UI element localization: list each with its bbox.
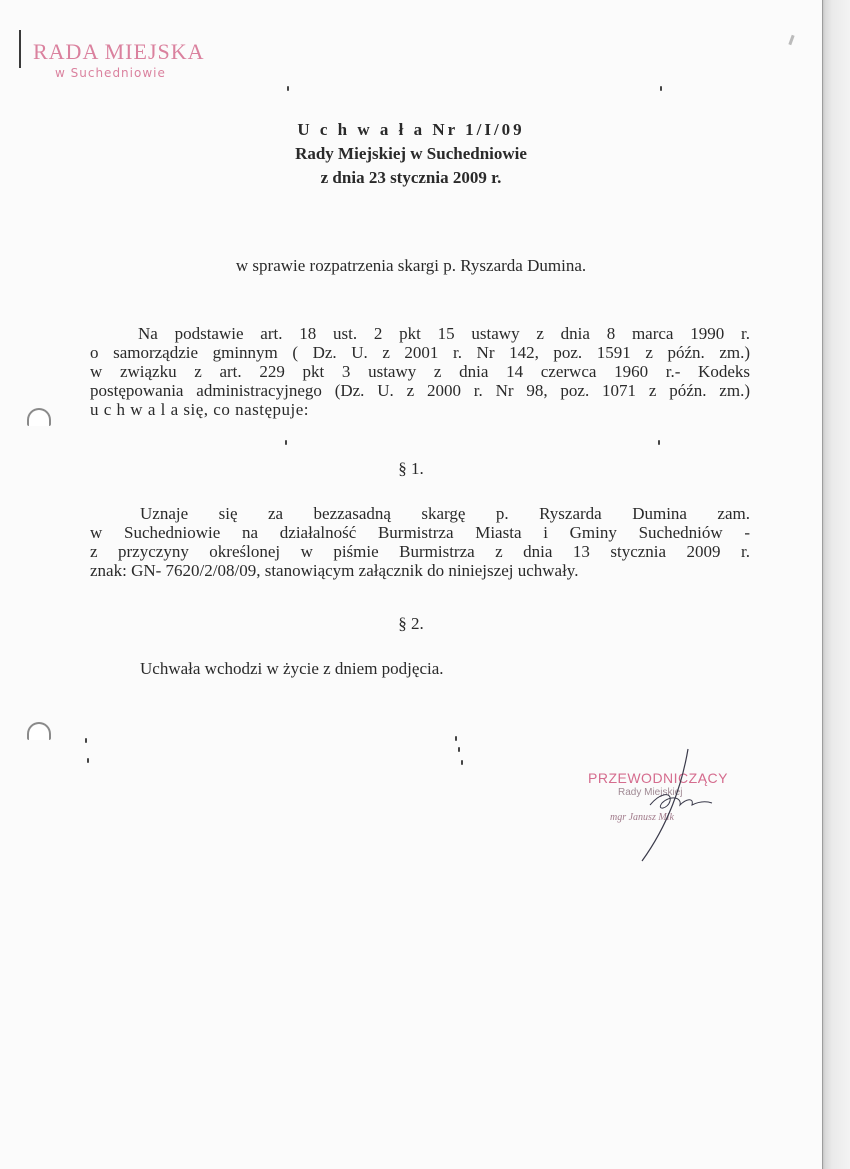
resolution-title (0, 118, 822, 190)
scan-dot (660, 86, 662, 91)
council-stamp-line2: w Suchedniowie (55, 66, 166, 80)
section-1-body (90, 504, 750, 580)
preamble-line: u c h w a l a się, co następuje: (90, 400, 309, 419)
margin-mark (19, 30, 21, 68)
preamble-line: o samorządzie gminnym ( Dz. U. z 2001 r. Nr 142, poz. 1591 z późn. zm.) (90, 343, 750, 362)
scan-dot (85, 738, 87, 743)
scan-dot (458, 747, 460, 752)
preamble-line: postępowania administracyjnego (Dz. U. z 2000 r. Nr 98, poz. 1071 z późn. zm.) (90, 381, 750, 400)
council-stamp (33, 40, 205, 80)
scan-dot (455, 736, 457, 741)
scan-dot (658, 440, 660, 445)
preamble-line: Na podstawie art. 18 ust. 2 pkt 15 ustawy z dnia 8 marca 1990 r. (138, 324, 750, 343)
chairman-stamp-name: mgr Janusz Mik (610, 812, 674, 823)
section-1-line: w Suchedniowie na działalność Burmistrza Miasta i Gminy Suchedniów - (90, 523, 750, 542)
scan-dot (87, 758, 89, 763)
section-1-line: z przyczyny określonej w piśmie Burmistrza z dnia 13 stycznia 2009 r. (90, 542, 750, 561)
chairman-stamp-title: PRZEWODNICZĄCY (588, 770, 728, 786)
council-stamp-line1: RADA MIEJSKA (33, 39, 205, 64)
punch-hole (27, 408, 51, 426)
handwritten-signature (620, 745, 730, 865)
punch-hole (27, 722, 51, 740)
section-1-line: znak: GN- 7620/2/08/09, stanowiącym załącznik do niniejszej uchwały. (90, 561, 579, 580)
scan-dot (285, 440, 287, 445)
preamble (90, 324, 750, 419)
section-2-body: Uchwała wchodzi w życie z dniem podjęcia. (140, 659, 444, 678)
scanner-edge-line (822, 0, 823, 1169)
title-line1: U c h w a ł a Nr 1/I/09 (297, 120, 525, 139)
scan-dot (287, 86, 289, 91)
preamble-line: w związku z art. 229 pkt 3 ustawy z dnia 14 czerwca 1960 r.- Kodeks (90, 362, 750, 381)
scanner-edge (822, 0, 850, 1169)
title-line3: z dnia 23 stycznia 2009 r. (320, 168, 502, 187)
chairman-stamp-body: Rady Miejskiej (618, 787, 683, 798)
resolution-subject: w sprawie rozpatrzenia skargi p. Ryszarda Dumina. (235, 256, 587, 275)
title-line2: Rady Miejskiej w Suchedniowie (295, 144, 527, 163)
section-2-heading: § 2. (398, 614, 424, 633)
section-1-line: Uznaje się za bezzasadną skargę p. Ryszarda Dumina zam. (140, 504, 750, 523)
scan-artifact (788, 35, 794, 45)
scan-dot (461, 760, 463, 765)
section-1-heading: § 1. (398, 459, 424, 478)
